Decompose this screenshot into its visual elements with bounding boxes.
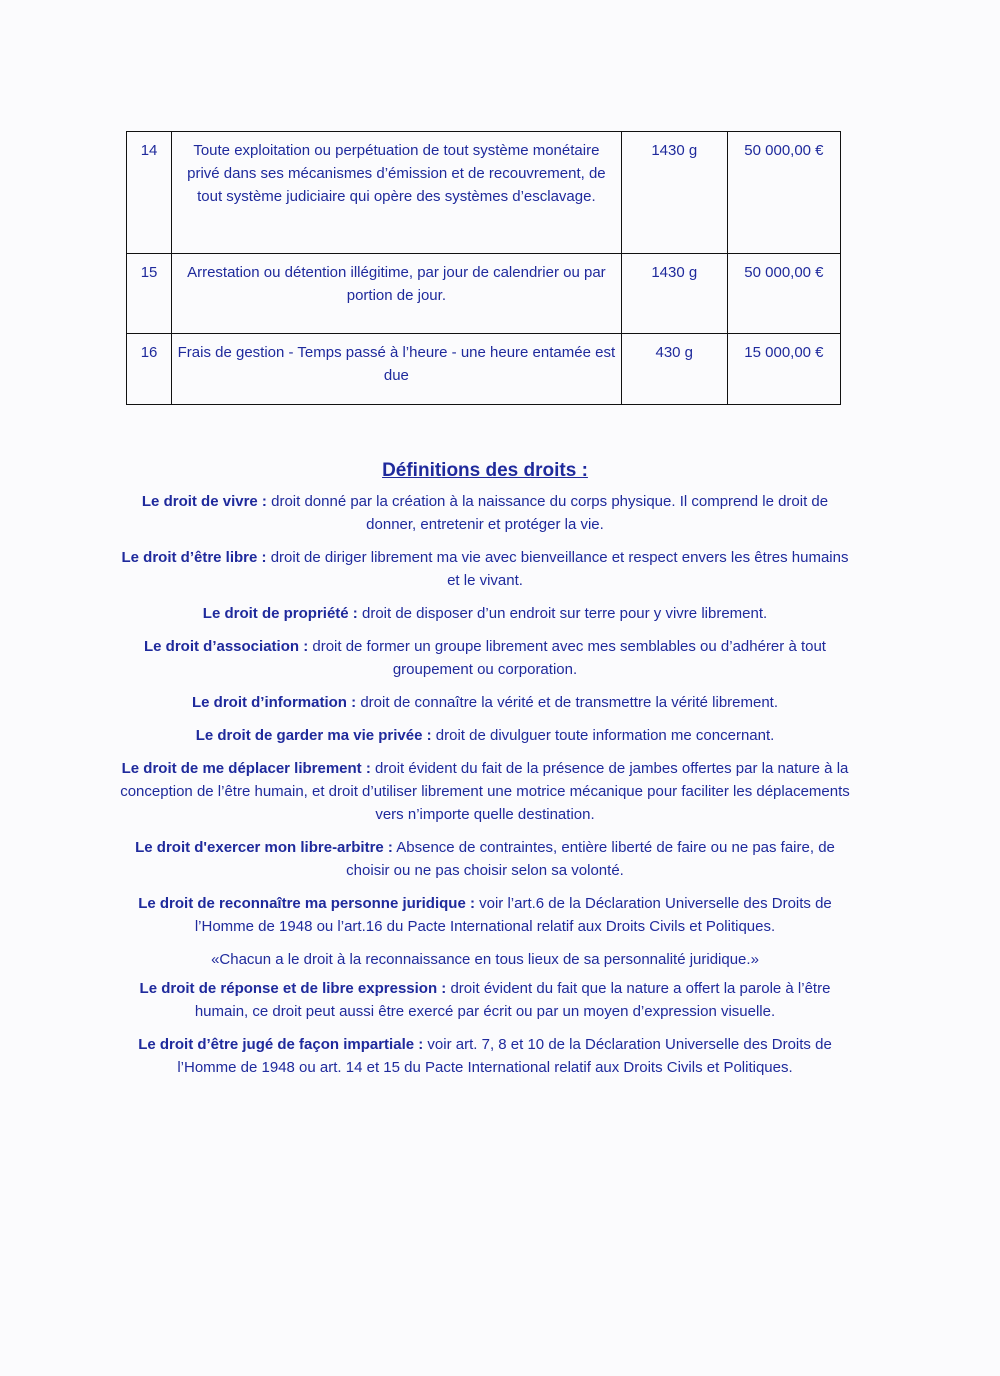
definition-item <box>118 635 852 681</box>
definition-item <box>118 836 852 882</box>
definition-term: Le droit de réponse et de libre expression : <box>139 980 447 997</box>
definition-item <box>118 546 852 592</box>
row-description: Toute exploitation ou perpétuation de tout système monétaire privé dans ses mécanismes d’émission et de recouvrement, de tout système judiciaire qui opère des systèmes d’esclavage. <box>172 132 622 254</box>
definition-item <box>118 892 852 938</box>
definition-item <box>118 1033 852 1079</box>
row-number: 15 <box>127 254 172 334</box>
definition-item <box>118 724 852 747</box>
row-description: Frais de gestion - Temps passé à l’heure - une heure entamée est due <box>172 334 622 405</box>
legal-quote: «Chacun a le droit à la reconnaissance en tous lieux de sa personnalité juridique.» <box>211 951 759 968</box>
definition-term: Le droit d'exercer mon libre-arbitre : <box>135 839 393 856</box>
definition-text: droit de disposer d’un endroit sur terre pour y vivre librement. <box>361 605 768 622</box>
row-description: Arrestation ou détention illégitime, par jour de calendrier ou par portion de jour. <box>172 254 622 334</box>
definition-text: droit évident du fait de la présence de jambes offertes par la nature à la conception de l’être humain, et droit d’utiliser librement une motrice mécanique pour faciliter les déplacements vers n’importe quelle destination. <box>120 760 850 823</box>
definition-text: droit de diriger librement ma vie avec bienveillance et respect envers les êtres humains et le vivant. <box>270 549 849 589</box>
definition-item <box>118 490 852 536</box>
fees-table <box>126 131 841 405</box>
definition-text: voir l’art.6 de la Déclaration Universelle des Droits de l’Homme de 1948 ou l’art.16 du Pacte International relatif aux Droits Civils et Politiques. <box>194 895 832 935</box>
row-weight: 1430 g <box>621 132 727 254</box>
definition-item <box>118 602 852 625</box>
table-row <box>127 334 841 405</box>
definition-term: Le droit d’être jugé de façon impartiale : <box>138 1036 424 1053</box>
definition-text: droit de connaître la vérité et de transmettre la vérité librement. <box>360 694 779 711</box>
row-price: 50 000,00 € <box>727 132 840 254</box>
definition-term: Le droit d’information : <box>191 694 357 711</box>
definition-term: Le droit d’être libre : <box>121 549 267 566</box>
definition-text: voir art. 7, 8 et 10 de la Déclaration Universelle des Droits de l’Homme de 1948 ou art. 14 et 15 du Pacte International relatif aux Droits Civils et Politiques. <box>177 1036 832 1076</box>
definition-item <box>118 977 852 1023</box>
definition-text: droit donné par la création à la naissance du corps physique. Il comprend le droit de donner, entretenir et protéger la vie. <box>271 493 829 533</box>
definition-term: Le droit de propriété : <box>202 605 358 622</box>
definition-term: Le droit d’association : <box>144 638 309 655</box>
definition-term: Le droit de vivre : <box>141 493 267 510</box>
row-price: 15 000,00 € <box>727 334 840 405</box>
definition-text: Absence de contraintes, entière liberté de faire ou ne pas faire, de choisir ou ne pas choisir selon sa volonté. <box>346 839 835 879</box>
definitions-section <box>118 458 852 1089</box>
definition-term: Le droit de reconnaître ma personne juridique : <box>138 895 475 912</box>
row-number: 14 <box>127 132 172 254</box>
definition-term: Le droit de me déplacer librement : <box>121 760 371 777</box>
definition-item <box>118 691 852 714</box>
table-row <box>127 254 841 334</box>
table-row <box>127 132 841 254</box>
row-weight: 430 g <box>621 334 727 405</box>
row-price: 50 000,00 € <box>727 254 840 334</box>
row-number: 16 <box>127 334 172 405</box>
definition-item <box>118 757 852 826</box>
definitions-title: Définitions des droits : <box>382 460 588 481</box>
row-weight: 1430 g <box>621 254 727 334</box>
definition-text: droit de divulguer toute information me concernant. <box>435 727 775 744</box>
definition-term: Le droit de garder ma vie privée : <box>195 727 432 744</box>
definition-text: droit de former un groupe librement avec mes semblables ou d’adhérer à tout groupement ou corporation. <box>312 638 826 678</box>
definition-text: droit évident du fait que la nature a offert la parole à l’être humain, ce droit peut aussi être exercé par écrit ou par un moyen d’expression visuelle. <box>194 980 831 1020</box>
